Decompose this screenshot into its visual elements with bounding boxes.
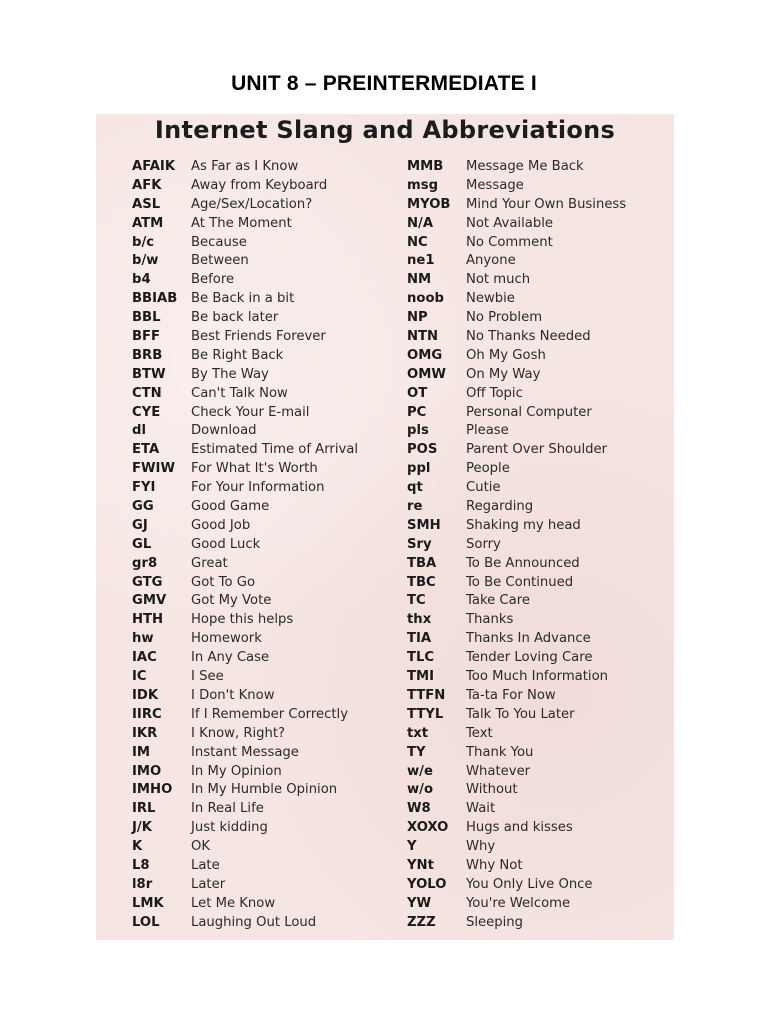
abbreviation-term: IM — [132, 744, 151, 760]
abbreviation-term: IMO — [132, 763, 162, 779]
abbreviation-term: IMHO — [132, 782, 173, 798]
abbreviation-term: BBL — [132, 310, 161, 326]
abbreviation-term: LOL — [132, 914, 160, 930]
abbreviation-meaning: By The Way — [191, 366, 269, 382]
abbreviation-meaning: Good Job — [191, 517, 251, 533]
abbreviation-term: AFAIK — [132, 159, 176, 174]
abbreviation-row — [407, 517, 626, 536]
abbreviation-row — [407, 725, 626, 744]
abbreviation-row — [132, 876, 358, 895]
abbreviation-meaning: Can't Talk Now — [191, 385, 288, 401]
abbreviation-row — [132, 234, 358, 253]
abbreviation-term: GL — [132, 536, 152, 552]
abbreviation-row — [407, 536, 626, 555]
abbreviation-meaning: Before — [191, 272, 235, 288]
abbreviation-meaning: Regarding — [466, 499, 534, 515]
abbreviation-row — [132, 555, 358, 574]
abbreviation-row — [407, 498, 626, 517]
abbreviation-meaning: No Thanks Needed — [466, 329, 591, 345]
abbreviation-row — [132, 592, 358, 611]
abbreviation-meaning: No Problem — [466, 310, 543, 326]
abbreviation-row — [407, 441, 626, 460]
abbreviation-row — [407, 914, 626, 933]
abbreviation-term: CYE — [132, 404, 161, 420]
abbreviation-meaning: Later — [191, 876, 226, 892]
abbreviation-meaning: Not Available — [466, 215, 553, 231]
abbreviation-meaning: Tender Loving Care — [466, 650, 593, 666]
abbreviation-meaning: Got To Go — [191, 574, 256, 590]
abbreviation-meaning: To Be Announced — [466, 555, 580, 571]
abbreviation-row — [132, 611, 358, 630]
abbreviation-row — [132, 158, 358, 177]
abbreviation-meaning: In My Humble Opinion — [191, 782, 338, 798]
abbreviation-term: Y — [407, 839, 417, 855]
abbreviation-row — [407, 479, 626, 498]
abbreviation-meaning: Thanks — [466, 612, 514, 628]
abbreviation-meaning: I See — [191, 669, 224, 685]
abbreviation-meaning: Be Right Back — [191, 347, 284, 363]
abbreviation-term: IIRC — [132, 706, 162, 722]
abbreviation-row — [132, 252, 358, 271]
abbreviation-meaning: Great — [191, 555, 228, 571]
abbreviation-meaning: Text — [466, 725, 493, 741]
abbreviation-term: YOLO — [407, 876, 447, 892]
abbreviation-row — [407, 309, 626, 328]
abbreviation-term: POS — [407, 442, 438, 458]
abbreviation-row — [132, 687, 358, 706]
abbreviation-meaning: Estimated Time of Arrival — [191, 442, 359, 458]
abbreviation-row — [132, 385, 358, 404]
abbreviation-meaning: Whatever — [466, 763, 531, 779]
abbreviation-meaning: Sleeping — [466, 914, 524, 930]
abbreviation-row — [407, 271, 626, 290]
abbreviation-term: l8r — [132, 876, 153, 892]
abbreviation-term: TTFN — [407, 687, 446, 703]
abbreviation-row — [132, 460, 358, 479]
abbreviation-meaning: Message — [466, 177, 524, 193]
abbreviation-term: GMV — [132, 593, 167, 609]
abbreviation-meaning: Be Back in a bit — [191, 291, 295, 307]
right-abbreviation-list — [407, 158, 626, 933]
abbreviation-term: CTN — [132, 385, 162, 401]
abbreviation-meaning: I Know, Right? — [191, 725, 286, 741]
abbreviation-term: IKR — [132, 725, 158, 741]
abbreviation-meaning: Anyone — [466, 253, 516, 269]
abbreviation-term: ne1 — [407, 253, 435, 269]
abbreviation-meaning: Got My Vote — [191, 593, 272, 609]
abbreviation-row — [407, 649, 626, 668]
abbreviation-row — [407, 422, 626, 441]
abbreviation-meaning: Laughing Out Loud — [191, 914, 317, 930]
abbreviation-row — [407, 158, 626, 177]
abbreviation-row — [407, 177, 626, 196]
abbreviation-term: hw — [132, 631, 154, 647]
abbreviation-row — [407, 819, 626, 838]
abbreviation-term: gr8 — [132, 555, 158, 571]
abbreviation-term: W8 — [407, 801, 431, 817]
abbreviation-row — [407, 781, 626, 800]
abbreviation-meaning: Thank You — [466, 744, 534, 760]
abbreviation-row — [132, 404, 358, 423]
abbreviation-row — [132, 422, 358, 441]
abbreviation-row — [407, 234, 626, 253]
abbreviation-meaning: Why — [466, 839, 496, 855]
abbreviation-meaning: Hope this helps — [191, 612, 294, 628]
abbreviation-row — [132, 744, 358, 763]
left-abbreviation-list — [132, 158, 358, 933]
abbreviation-term: J/K — [132, 820, 152, 836]
abbreviation-meaning: No Comment — [466, 234, 553, 250]
abbreviation-row — [407, 630, 626, 649]
abbreviation-meaning: At The Moment — [191, 215, 292, 231]
abbreviation-term: IAC — [132, 650, 157, 666]
abbreviation-row — [407, 838, 626, 857]
abbreviation-meaning: Good Game — [191, 499, 270, 515]
abbreviation-term: TBC — [407, 574, 436, 590]
abbreviation-row — [132, 347, 358, 366]
abbreviation-row — [407, 196, 626, 215]
abbreviation-term: pls — [407, 423, 429, 439]
abbreviation-term: qt — [407, 480, 423, 496]
abbreviation-term: K — [132, 839, 143, 855]
abbreviation-term: thx — [407, 612, 432, 628]
abbreviation-meaning: You Only Live Once — [466, 876, 593, 892]
abbreviation-term: YW — [407, 895, 432, 911]
abbreviation-meaning: In Any Case — [191, 650, 270, 666]
abbreviation-term: TIA — [407, 631, 432, 647]
abbreviation-term: w/e — [407, 763, 433, 779]
abbreviation-row — [407, 366, 626, 385]
abbreviation-meaning: Newbie — [466, 291, 515, 307]
abbreviation-row — [132, 309, 358, 328]
abbreviation-meaning: Off Topic — [466, 385, 523, 401]
abbreviation-meaning: Mind Your Own Business — [466, 196, 627, 212]
abbreviation-meaning: In Real Life — [191, 801, 264, 817]
abbreviation-term: XOXO — [407, 820, 449, 836]
abbreviation-meaning: Shaking my head — [466, 517, 581, 533]
abbreviation-meaning: Late — [191, 857, 220, 873]
abbreviation-row — [132, 517, 358, 536]
abbreviation-term: ATM — [132, 215, 164, 231]
abbreviation-row — [407, 611, 626, 630]
abbreviation-row — [132, 895, 358, 914]
abbreviation-row — [407, 687, 626, 706]
abbreviation-term: GJ — [132, 517, 148, 533]
abbreviation-term: N/A — [407, 215, 434, 231]
abbreviation-meaning: Check Your E-mail — [191, 404, 310, 420]
abbreviation-term: msg — [407, 177, 439, 193]
abbreviation-row — [407, 706, 626, 725]
abbreviation-meaning: On My Way — [466, 366, 541, 382]
abbreviation-row — [132, 271, 358, 290]
abbreviation-meaning: If I Remember Correctly — [191, 706, 348, 722]
abbreviation-row — [132, 290, 358, 309]
abbreviation-term: SMH — [407, 517, 441, 533]
abbreviation-row — [407, 404, 626, 423]
abbreviation-row — [132, 177, 358, 196]
abbreviation-meaning: Why Not — [466, 857, 523, 873]
abbreviation-row — [407, 290, 626, 309]
abbreviation-term: LMK — [132, 895, 164, 911]
abbreviation-term: TMI — [407, 669, 435, 685]
abbreviation-term: TC — [407, 593, 426, 609]
abbreviation-row — [132, 328, 358, 347]
abbreviation-meaning: Message Me Back — [466, 159, 584, 174]
abbreviation-meaning: Please — [466, 423, 509, 439]
abbreviation-meaning: In My Opinion — [191, 763, 282, 779]
abbreviation-row — [132, 498, 358, 517]
abbreviation-meaning: As Far as I Know — [191, 159, 299, 174]
abbreviation-meaning: For What It's Worth — [191, 461, 318, 477]
abbreviation-meaning: OK — [191, 839, 211, 855]
abbreviation-term: dl — [132, 423, 146, 439]
abbreviation-term: NM — [407, 272, 432, 288]
abbreviation-term: PC — [407, 404, 427, 420]
abbreviation-row — [407, 347, 626, 366]
abbreviation-meaning: Cutie — [466, 480, 501, 496]
abbreviation-term: re — [407, 499, 423, 515]
abbreviation-meaning: Be back later — [191, 310, 279, 326]
abbreviation-row — [407, 800, 626, 819]
abbreviation-term: MYOB — [407, 196, 451, 212]
abbreviation-term: BBIAB — [132, 291, 178, 307]
abbreviation-row — [407, 763, 626, 782]
abbreviation-term: NC — [407, 234, 428, 250]
abbreviation-term: FYI — [132, 480, 156, 496]
abbreviation-term: b/c — [132, 234, 155, 250]
abbreviation-meaning: Sorry — [466, 536, 501, 552]
abbreviation-row — [132, 366, 358, 385]
abbreviation-meaning: Ta-ta For Now — [466, 687, 556, 703]
abbreviation-row — [407, 895, 626, 914]
abbreviation-meaning: Take Care — [466, 593, 530, 609]
page-title: UNIT 8 – PREINTERMEDIATE I — [231, 72, 537, 95]
abbreviation-row — [407, 857, 626, 876]
abbreviation-term: IDK — [132, 687, 159, 703]
abbreviation-meaning: Good Luck — [191, 536, 261, 552]
abbreviation-meaning: Hugs and kisses — [466, 820, 573, 836]
abbreviation-row — [407, 744, 626, 763]
abbreviation-term: w/o — [407, 782, 434, 798]
abbreviation-term: GTG — [132, 574, 163, 590]
abbreviation-row — [132, 838, 358, 857]
abbreviation-term: TY — [407, 744, 426, 760]
abbreviation-meaning: Oh My Gosh — [466, 347, 546, 363]
abbreviation-row — [407, 252, 626, 271]
abbreviation-meaning: Download — [191, 423, 257, 439]
abbreviation-term: NTN — [407, 329, 439, 345]
abbreviation-row — [132, 196, 358, 215]
abbreviation-meaning: Just kidding — [191, 820, 268, 836]
abbreviation-term: OMW — [407, 366, 446, 382]
abbreviation-term: ASL — [132, 196, 161, 212]
abbreviation-row — [407, 668, 626, 687]
abbreviation-meaning: Between — [191, 253, 249, 269]
abbreviation-meaning: Thanks In Advance — [466, 631, 591, 647]
abbreviation-row — [407, 460, 626, 479]
abbreviation-row — [407, 555, 626, 574]
abbreviation-meaning: Personal Computer — [466, 404, 592, 420]
abbreviation-row — [132, 763, 358, 782]
abbreviation-row — [132, 914, 358, 933]
abbreviation-term: L8 — [132, 857, 150, 873]
abbreviation-meaning: Because — [191, 234, 247, 250]
abbreviation-row — [407, 574, 626, 593]
abbreviation-term: BRB — [132, 347, 163, 363]
abbreviation-meaning: Without — [466, 782, 518, 798]
abbreviation-row — [132, 857, 358, 876]
abbreviation-row — [132, 574, 358, 593]
abbreviation-term: noob — [407, 291, 444, 307]
abbreviation-row — [132, 781, 358, 800]
abbreviation-meaning: Let Me Know — [191, 895, 276, 911]
abbreviation-term: OMG — [407, 347, 443, 363]
abbreviation-row — [132, 479, 358, 498]
abbreviation-meaning: Homework — [191, 631, 262, 647]
abbreviation-row — [407, 876, 626, 895]
abbreviation-meaning: You're Welcome — [466, 895, 571, 911]
abbreviation-row — [132, 706, 358, 725]
abbreviation-row — [407, 328, 626, 347]
abbreviation-term: YNt — [407, 857, 434, 873]
abbreviation-term: GG — [132, 499, 154, 515]
abbreviation-term: txt — [407, 725, 429, 741]
abbreviation-row — [132, 536, 358, 555]
abbreviation-row — [132, 819, 358, 838]
abbreviation-row — [407, 592, 626, 611]
abbreviation-meaning: Best Friends Forever — [191, 329, 326, 345]
abbreviation-row — [132, 215, 358, 234]
sheet-heading: Internet Slang and Abbreviations — [154, 116, 616, 144]
abbreviation-row — [132, 800, 358, 819]
abbreviation-row — [407, 215, 626, 234]
abbreviation-term: ZZZ — [407, 914, 436, 930]
abbreviation-row — [407, 385, 626, 404]
abbreviation-meaning: Talk To You Later — [466, 706, 575, 722]
abbreviation-meaning: Age/Sex/Location? — [191, 196, 313, 212]
abbreviation-term: FWIW — [132, 461, 176, 477]
abbreviation-meaning: Too Much Information — [466, 669, 609, 685]
abbreviation-term: b/w — [132, 253, 159, 269]
abbreviation-meaning: For Your Information — [191, 480, 325, 496]
abbreviation-row — [132, 725, 358, 744]
abbreviation-row — [132, 668, 358, 687]
abbreviation-term: b4 — [132, 272, 151, 288]
abbreviation-term: HTH — [132, 612, 164, 628]
abbreviation-term: TLC — [407, 650, 435, 666]
abbreviation-term: IC — [132, 669, 147, 685]
abbreviation-term: OT — [407, 385, 428, 401]
abbreviation-meaning: People — [466, 461, 510, 477]
abbreviation-meaning: I Don't Know — [191, 687, 275, 703]
abbreviation-meaning: Away from Keyboard — [191, 177, 328, 193]
abbreviation-term: TBA — [407, 555, 437, 571]
abbreviation-meaning: Wait — [466, 801, 496, 817]
abbreviation-term: IRL — [132, 801, 156, 817]
abbreviation-term: NP — [407, 310, 428, 326]
abbreviation-term: BFF — [132, 329, 161, 345]
abbreviation-row — [132, 649, 358, 668]
abbreviation-meaning: Instant Message — [191, 744, 299, 760]
abbreviation-term: ETA — [132, 442, 160, 458]
abbreviation-meaning: Parent Over Shoulder — [466, 442, 608, 458]
abbreviation-term: ppl — [407, 461, 431, 477]
abbreviation-term: Sry — [407, 536, 432, 552]
abbreviation-meaning: To Be Continued — [466, 574, 574, 590]
abbreviation-term: MMB — [407, 159, 444, 174]
abbreviation-term: AFK — [132, 177, 162, 193]
abbreviation-term: TTYL — [407, 706, 444, 722]
abbreviation-row — [132, 441, 358, 460]
abbreviation-row — [132, 630, 358, 649]
slang-sheet — [96, 114, 674, 940]
abbreviation-meaning: Not much — [466, 272, 531, 288]
abbreviation-term: BTW — [132, 366, 166, 382]
